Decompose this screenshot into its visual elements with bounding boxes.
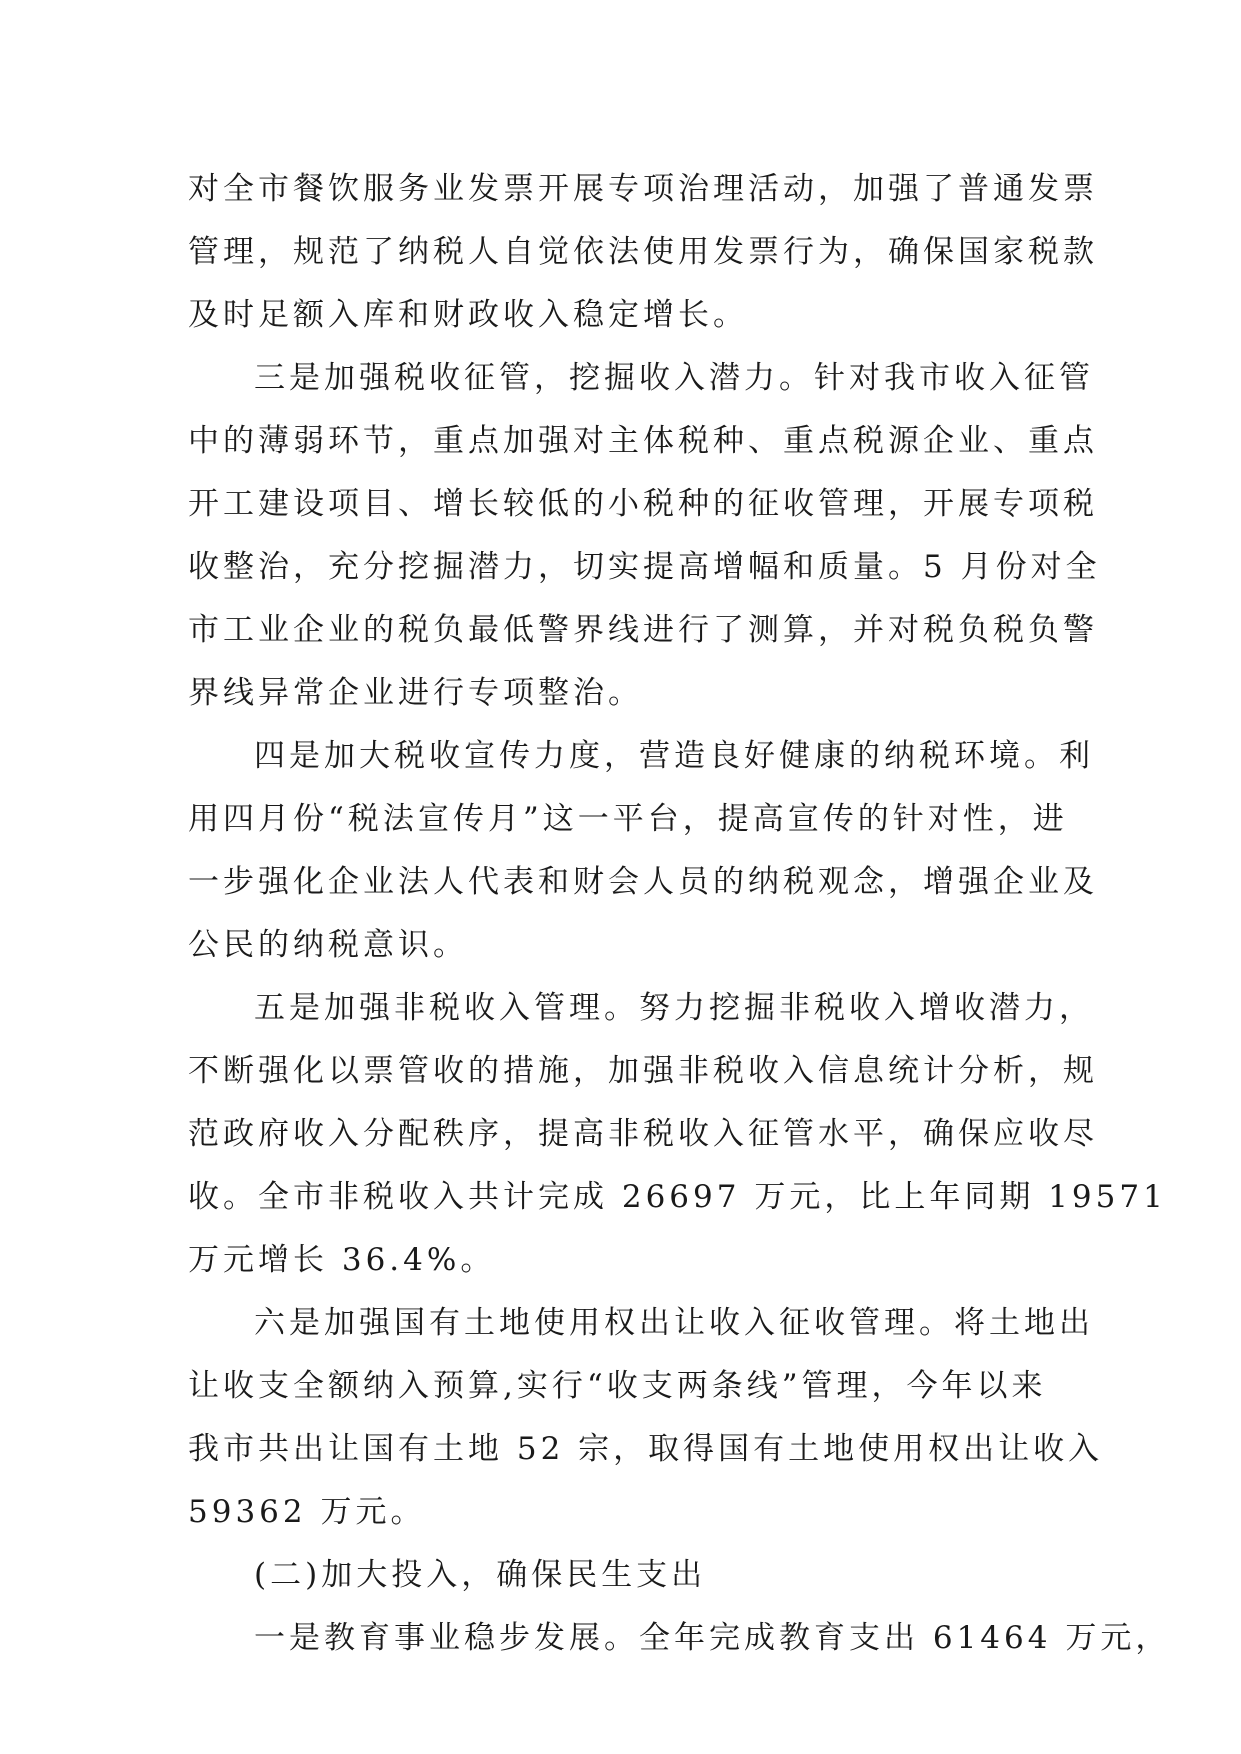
text-line: 五是加强非税收入管理。努力挖掘非税收入增收潜力， <box>254 990 1094 1026</box>
text-line: 一是教育事业稳步发展。全年完成教育支出 61464 万元， <box>254 1620 1171 1656</box>
text-line: 一步强化企业法人代表和财会人员的纳税观念，增强企业及 <box>188 864 1098 900</box>
text-line: 中的薄弱环节，重点加强对主体税种、重点税源企业、重点 <box>188 423 1098 459</box>
section-heading <box>188 1544 1068 1607</box>
text-line: 我市共出让国有土地 52 宗，取得国有土地使用权出让收入 <box>188 1431 1104 1467</box>
text-line: 及时足额入库和财政收入稳定增长。 <box>188 297 748 333</box>
text-line: 开工建设项目、增长较低的小税种的征收管理，开展专项税 <box>188 486 1098 522</box>
paragraph-education <box>188 1607 1171 1670</box>
text-line: 对全市餐饮服务业发票开展专项治理活动，加强了普通发票 <box>188 171 1098 207</box>
document-body <box>188 158 1171 1670</box>
text-line: 市工业企业的税负最低警界线进行了测算，并对税负税负警 <box>188 612 1098 648</box>
text-line: 不断强化以票管收的措施，加强非税收入信息统计分析，规 <box>188 1053 1098 1089</box>
text-line: 界线异常企业进行专项整治。 <box>188 675 643 711</box>
paragraph-non-tax-revenue <box>188 977 1167 1292</box>
text-line: 三是加强税收征管，挖掘收入潜力。针对我市收入征管 <box>254 360 1094 396</box>
text-line: 公民的纳税意识。 <box>188 927 468 963</box>
text-line: 59362 万元。 <box>188 1494 426 1530</box>
text-line: 范政府收入分配秩序，提高非税收入征管水平，确保应收尽 <box>188 1116 1098 1152</box>
text-line: 让收支全额纳入预算,实行“收支两条线”管理，今年以来 <box>188 1368 1047 1404</box>
paragraph-tax-collection <box>188 347 1101 725</box>
text-line: 用四月份“税法宣传月”这一平台，提高宣传的针对性，进 <box>188 801 1068 837</box>
text-line: 收整治，充分挖掘潜力，切实提高增幅和质量。5 月份对全 <box>188 549 1101 585</box>
text-line: 管理，规范了纳税人自觉依法使用发票行为，确保国家税款 <box>188 234 1098 270</box>
text-line: 收。全市非税收入共计完成 26697 万元，比上年同期 19571 <box>188 1179 1167 1215</box>
text-line: (二)加大投入，确保民生支出 <box>254 1557 707 1593</box>
text-line: 四是加大税收宣传力度，营造良好健康的纳税环境。利 <box>254 738 1094 774</box>
paragraph-tax-publicity <box>188 725 1098 977</box>
text-line: 六是加强国有土地使用权出让收入征收管理。将土地出 <box>254 1305 1094 1341</box>
paragraph-invoice-governance <box>188 158 1098 347</box>
paragraph-land-revenue <box>188 1292 1104 1544</box>
text-line: 万元增长 36.4%。 <box>188 1242 496 1278</box>
